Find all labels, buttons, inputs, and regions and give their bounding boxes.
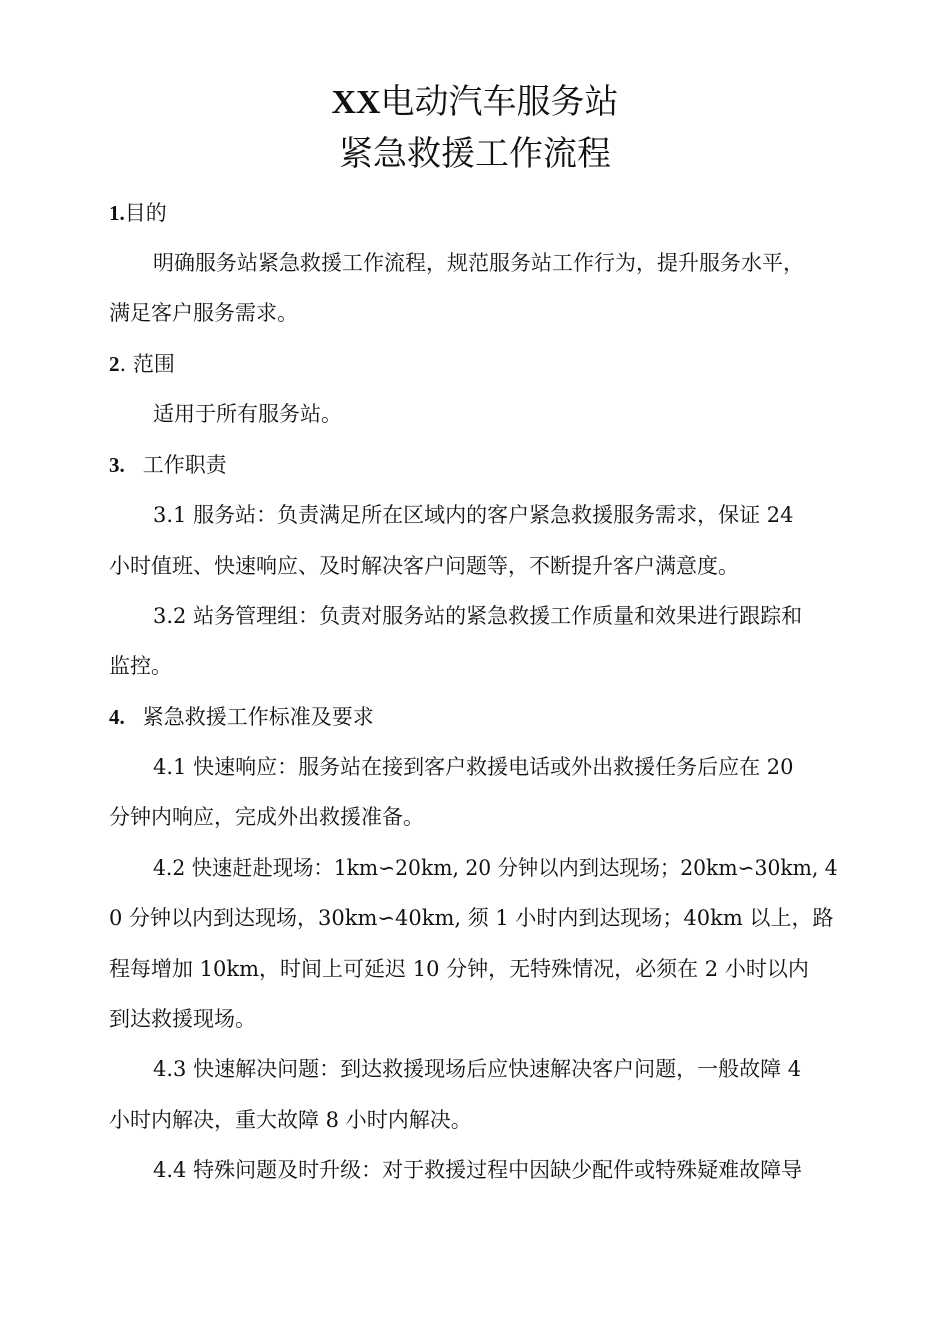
section-3-heading bbox=[109, 451, 227, 479]
paragraph-line: 小时内解决，重大故障 8 小时内解决。 bbox=[109, 1108, 472, 1132]
paragraph-line: 明确服务站紧急救援工作流程，规范服务站工作行为，提升服务水平， bbox=[153, 251, 804, 275]
paragraph-line: 3.1 服务站：负责满足所在区域内的客户紧急救援服务需求，保证 24 bbox=[153, 503, 794, 527]
section-4-heading bbox=[109, 703, 374, 731]
section-3-number: 3. bbox=[109, 453, 125, 477]
section-4-number: 4. bbox=[109, 705, 125, 729]
section-2-heading bbox=[109, 350, 175, 378]
paragraph-line: 小时值班、快速响应、及时解决客户问题等，不断提升客户满意度。 bbox=[109, 554, 739, 578]
paragraph-line: 分钟内响应，完成外出救援准备。 bbox=[109, 805, 424, 829]
section-1-title: 目的 bbox=[124, 201, 167, 225]
paragraph-line: 4.2 快速赶赴现场：1km∽20km, 20 分钟以内到达现场；20km∽30km, 4 bbox=[153, 856, 838, 880]
section-4-title: 紧急救援工作标准及要求 bbox=[142, 705, 374, 729]
paragraph-line: 4.3 快速解决问题：到达救援现场后应快速解决客户问题，一般故障 4 bbox=[153, 1057, 802, 1081]
section-1-number: 1. bbox=[109, 201, 125, 225]
paragraph-line: 适用于所有服务站。 bbox=[153, 402, 342, 426]
section-2-title: . 范围 bbox=[119, 352, 175, 376]
document-title-line-1 bbox=[0, 82, 950, 123]
paragraph-line: 0 分钟以内到达现场，30km∽40km, 须 1 小时内到达现场；40km 以上，路 bbox=[109, 906, 834, 930]
title-main: 电动汽车服务站 bbox=[380, 82, 619, 122]
paragraph-line: 到达救援现场。 bbox=[109, 1007, 256, 1031]
paragraph-line: 程每增加 10km，时间上可延迟 10 分钟，无特殊情况，必须在 2 小时以内 bbox=[109, 957, 809, 981]
paragraph-line: 4.1 快速响应：服务站在接到客户救援电话或外出救援任务后应在 20 bbox=[153, 755, 794, 779]
paragraph-line: 监控。 bbox=[109, 654, 172, 678]
section-1-heading bbox=[109, 199, 167, 227]
section-3-title: 工作职责 bbox=[142, 453, 227, 477]
section-2-number: 2 bbox=[109, 352, 120, 376]
paragraph-line: 4.4 特殊问题及时升级：对于救援过程中因缺少配件或特殊疑难故障导 bbox=[153, 1158, 803, 1182]
paragraph-line: 满足客户服务需求。 bbox=[109, 301, 298, 325]
document-title-line-2: 紧急救援工作流程 bbox=[339, 134, 611, 174]
paragraph-line: 3.2 站务管理组：负责对服务站的紧急救援工作质量和效果进行跟踪和 bbox=[153, 604, 803, 628]
title-prefix: XX bbox=[331, 84, 381, 121]
